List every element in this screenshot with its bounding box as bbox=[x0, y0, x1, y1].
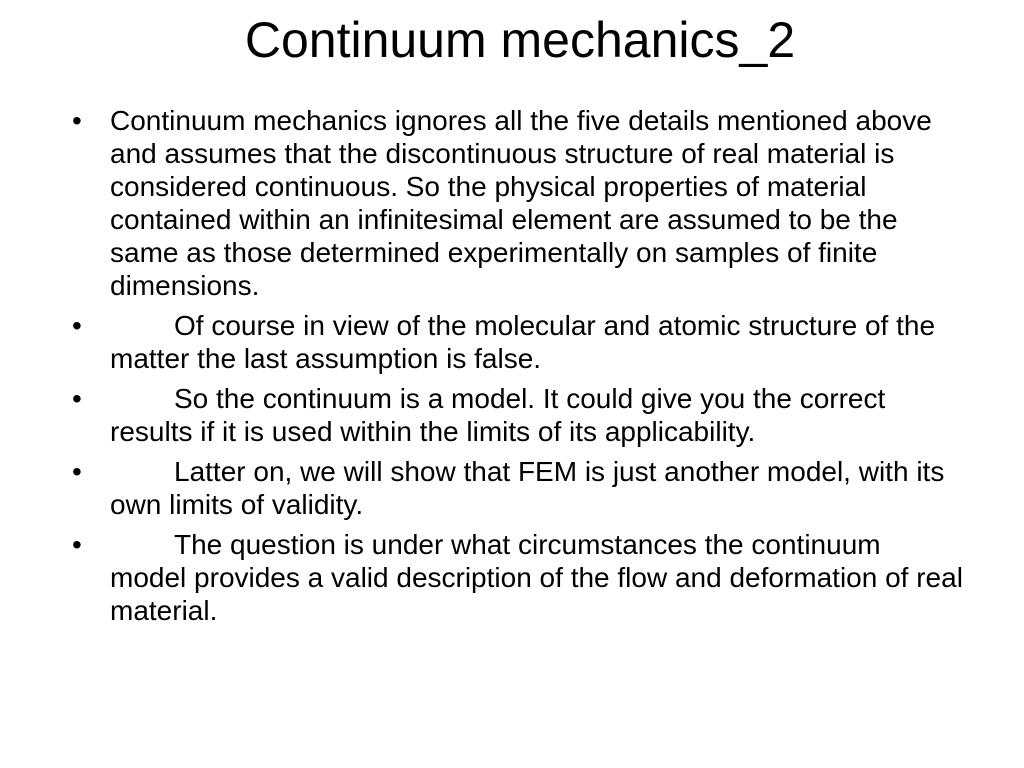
bullet-marker: • bbox=[72, 383, 82, 414]
bullet-marker: • bbox=[72, 529, 82, 560]
bullet-item bbox=[0, 104, 1024, 302]
bullet-text: Continuum mechanics ignores all the five details mentioned above and assumes that the discontinuous structure of real material is considered continuous. So the physical properties of material contained within an infinitesimal element are assumed to be the same as those determined experimentally on samples of finite dimensions. bbox=[110, 105, 940, 301]
bullet-text: So the continuum is a model. It could give you the correct results if it is used within the limits of its applicability. bbox=[110, 383, 894, 447]
bullet-item bbox=[0, 455, 1024, 521]
bullet-list bbox=[0, 104, 1024, 634]
bullet-marker: • bbox=[72, 105, 82, 136]
slide-title: Continuum mechanics_2 bbox=[244, 12, 796, 68]
bullet-text: Of course in view of the molecular and atomic structure of the matter the last assumption is false. bbox=[110, 310, 943, 374]
bullet-marker: • bbox=[72, 310, 82, 341]
bullet-text: Latter on, we will show that FEM is just another model, with its own limits of validity. bbox=[110, 456, 953, 520]
bullet-item bbox=[0, 309, 1024, 375]
bullet-item bbox=[0, 382, 1024, 448]
bullet-item bbox=[0, 528, 1024, 627]
bullet-text: The question is under what circumstances the continuum model provides a valid description of the flow and deformation of real material. bbox=[110, 529, 971, 626]
bullet-marker: • bbox=[72, 456, 82, 487]
